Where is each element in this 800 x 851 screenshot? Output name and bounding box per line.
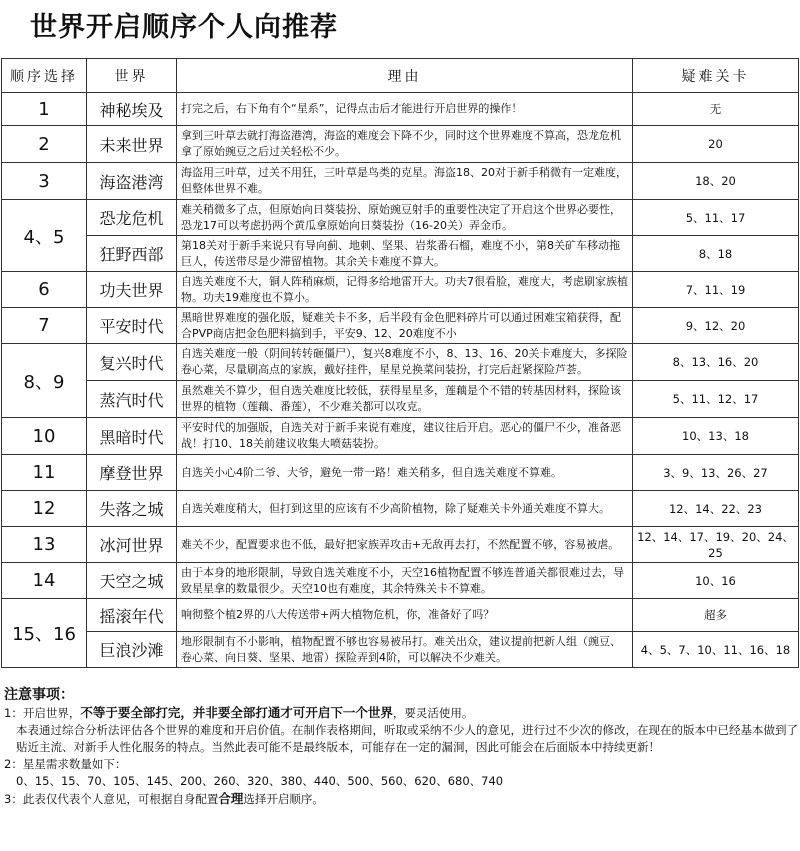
note-1-emphasis: 不等于要全部打完，并非要全部打通才可开启下一个世界 bbox=[80, 705, 393, 720]
reason-cell: 虽然难关不算少，但自选关难度比较低，获得星星多，莲藕是个不错的转基因材料，探险该世界的植物（莲藕、番莲），不少难关都可以攻克。 bbox=[177, 381, 633, 418]
world-cell: 狂野西部 bbox=[87, 236, 177, 272]
levels-cell: 18、20 bbox=[633, 163, 799, 200]
note-1-prefix: 1：开启世界， bbox=[4, 706, 81, 720]
world-cell: 平安时代 bbox=[87, 308, 177, 344]
world-cell: 蒸汽时代 bbox=[87, 381, 177, 418]
order-cell: 10 bbox=[2, 418, 87, 455]
note-1-paragraph: 本表通过综合分析法评估各个世界的难度和开启价值。在制作表格期间，听取或采纳不少人的意见，进行过不少次的修改，在现在的版本中已经基本做到了贴近主流、对新手人性化服务的特点。当然此表可能不是最终版本，可能存在一定的漏洞，因此可能会在后面版本中持续更新！ bbox=[16, 723, 798, 754]
order-cell: 15、16 bbox=[2, 599, 87, 668]
note-3 bbox=[4, 790, 798, 808]
note-1-suffix: ，要灵活使用。 bbox=[392, 706, 474, 720]
note-3-prefix: 3：此表仅代表个人意见，可根据自身配置 bbox=[4, 792, 219, 806]
header-order: 顺序选择 bbox=[2, 59, 87, 93]
reason-cell: 自选关难度不大，铜人阵稍麻烦，记得多给地雷开大。功夫7很看脸，难度大，考虑刷家族植物。功夫19难度也不算小。 bbox=[177, 272, 633, 308]
levels-cell: 5、11、12、17 bbox=[633, 381, 799, 418]
reason-cell: 自选关小心4阶二爷、大爷，避免一带一路！难关稍多，但自选关难度不算难。 bbox=[177, 455, 633, 491]
reason-cell: 难关不少，配置要求也不低，最好把家族弄攻击+无敌再去打，不然配置不够，容易被虐。 bbox=[177, 527, 633, 563]
table-row bbox=[2, 599, 799, 632]
reason-cell: 打完之后，右下角有个“星系”，记得点击后才能进行开启世界的操作！ bbox=[177, 93, 633, 126]
order-cell: 8、9 bbox=[2, 344, 87, 418]
world-cell: 神秘埃及 bbox=[87, 93, 177, 126]
world-cell: 天空之城 bbox=[87, 563, 177, 599]
order-cell: 4、5 bbox=[2, 200, 87, 272]
levels-cell: 5、11、17 bbox=[633, 200, 799, 236]
world-cell: 恐龙危机 bbox=[87, 200, 177, 236]
table-row bbox=[2, 491, 799, 527]
order-cell: 1 bbox=[2, 93, 87, 126]
order-cell: 2 bbox=[2, 126, 87, 163]
notes-section bbox=[4, 686, 798, 808]
levels-cell: 12、14、17、19、20、24、25 bbox=[633, 527, 799, 563]
world-cell: 摇滚年代 bbox=[87, 599, 177, 632]
levels-cell: 8、13、16、20 bbox=[633, 344, 799, 381]
table-row bbox=[2, 163, 799, 200]
levels-cell: 无 bbox=[633, 93, 799, 126]
note-3-suffix: 选择开启顺序。 bbox=[243, 792, 324, 806]
levels-cell: 超多 bbox=[633, 599, 799, 632]
table-row bbox=[2, 418, 799, 455]
table-row bbox=[2, 632, 799, 668]
levels-cell: 4、5、7、10、11、16、18 bbox=[633, 632, 799, 668]
header-reason: 理由 bbox=[177, 59, 633, 93]
levels-cell: 7、11、19 bbox=[633, 272, 799, 308]
levels-cell: 8、18 bbox=[633, 236, 799, 272]
table-row bbox=[2, 93, 799, 126]
order-cell: 7 bbox=[2, 308, 87, 344]
levels-cell: 10、16 bbox=[633, 563, 799, 599]
table-row bbox=[2, 381, 799, 418]
order-cell: 14 bbox=[2, 563, 87, 599]
world-cell: 失落之城 bbox=[87, 491, 177, 527]
levels-cell: 20 bbox=[633, 126, 799, 163]
table-row bbox=[2, 272, 799, 308]
levels-cell: 9、12、20 bbox=[633, 308, 799, 344]
note-2: 2：星星需求数量如下： bbox=[4, 757, 127, 771]
table-row bbox=[2, 236, 799, 272]
reason-cell: 平安时代的加强版，自选关对于新手来说有难度，建议往后开启。恶心的僵尸不少，准备恶战！打10、18关前建议收集大喷菇装扮。 bbox=[177, 418, 633, 455]
reason-cell: 自选关难度稍大，但打到这里的应该有不少高阶植物，除了疑难关卡外通关难度不算大。 bbox=[177, 491, 633, 527]
table-row bbox=[2, 308, 799, 344]
table-row bbox=[2, 527, 799, 563]
order-cell: 3 bbox=[2, 163, 87, 200]
notes-heading: 注意事项： bbox=[4, 687, 74, 703]
reason-cell: 响彻整个植2界的八大传送带+两大植物危机，你，准备好了吗？ bbox=[177, 599, 633, 632]
reason-cell: 黑暗世界难度的强化版，疑难关卡不多，后半段有金色肥料碎片可以通过困难宝箱获得，配合PVP商店把金色肥料搞到手，平安9、12、20难度不小 bbox=[177, 308, 633, 344]
table-row bbox=[2, 200, 799, 236]
table-header-row bbox=[2, 59, 799, 93]
world-cell: 黑暗时代 bbox=[87, 418, 177, 455]
world-cell: 冰河世界 bbox=[87, 527, 177, 563]
table-row bbox=[2, 126, 799, 163]
header-world: 世界 bbox=[87, 59, 177, 93]
star-requirements: 0、15、15、70、105、145、200、260、320、380、440、500、560、620、680、740 bbox=[16, 774, 504, 788]
world-cell: 未来世界 bbox=[87, 126, 177, 163]
reason-cell: 地形限制有不小影响，植物配置不够也容易被吊打。难关出众，建议提前把新人组（豌豆、卷心菜、向日葵、坚果、地雷）探险弄到4阶，可以解决不少难关。 bbox=[177, 632, 633, 668]
world-cell: 巨浪沙滩 bbox=[87, 632, 177, 668]
reason-cell: 自选关难度一般（阴间转转砸僵尸），复兴8难度不小，8、13、16、20关卡难度大，多探险卷心菜，尽量刷高点的家族，戴好挂件，星星兑换菜问装扮，打完后赶紧探险芦荟。 bbox=[177, 344, 633, 381]
reason-cell: 第18关对于新手来说只有导向蓟、地刺、坚果、岩浆番石榴，难度不小，第8关矿车移动拖巨人，传送带尽是少滞留植物。其余关卡难度不算大。 bbox=[177, 236, 633, 272]
world-cell: 海盗港湾 bbox=[87, 163, 177, 200]
reason-cell: 拿到三叶草去就打海盗港湾，海盗的难度会下降不少，同时这个世界难度不算高，恐龙危机拿了原始豌豆之后过关轻松不少。 bbox=[177, 126, 633, 163]
reason-cell: 难关稍微多了点，但原始向日葵装扮、原始豌豆射手的重要性决定了开启这个世界必要性，恐龙17可以考虑扔两个黄瓜拿原始向日葵装扮（16-20关）弄金币。 bbox=[177, 200, 633, 236]
page-title: 世界开启顺序个人向推荐 bbox=[30, 12, 338, 43]
order-cell: 12 bbox=[2, 491, 87, 527]
levels-cell: 3、9、13、26、27 bbox=[633, 455, 799, 491]
world-cell: 复兴时代 bbox=[87, 344, 177, 381]
recommendation-table bbox=[1, 58, 799, 668]
note-1 bbox=[4, 704, 798, 722]
order-cell: 13 bbox=[2, 527, 87, 563]
note-3-emphasis: 合理 bbox=[218, 791, 244, 806]
table-row bbox=[2, 344, 799, 381]
header-levels: 疑难关卡 bbox=[633, 59, 799, 93]
world-cell: 摩登世界 bbox=[87, 455, 177, 491]
order-cell: 11 bbox=[2, 455, 87, 491]
table-row bbox=[2, 563, 799, 599]
table-row bbox=[2, 455, 799, 491]
order-cell: 6 bbox=[2, 272, 87, 308]
reason-cell: 由于本身的地形限制，导致自选关难度不小，天空16植物配置不够连普通关都很难过去，导致星星拿的数量很少。天空10也有难度，其余特殊关卡不算难。 bbox=[177, 563, 633, 599]
levels-cell: 10、13、18 bbox=[633, 418, 799, 455]
reason-cell: 海盗用三叶草，过关不用狂，三叶草是鸟类的克星。海盗18、20对于新手稍微有一定难度，但整体世界不难。 bbox=[177, 163, 633, 200]
world-cell: 功夫世界 bbox=[87, 272, 177, 308]
levels-cell: 12、14、22、23 bbox=[633, 491, 799, 527]
